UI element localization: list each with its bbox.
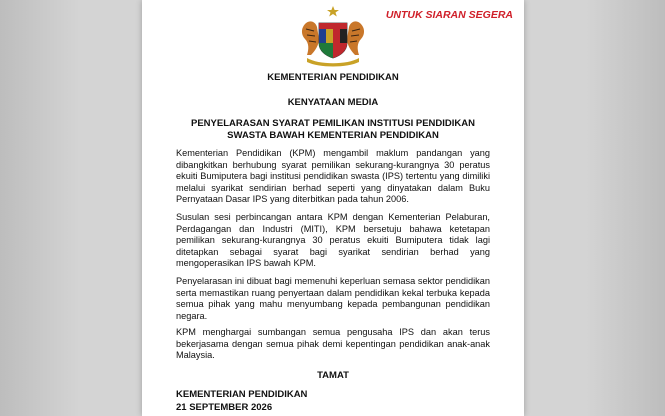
body-paragraph: Kementerian Pendidikan (KPM) mengambil maklum pandangan yang dibangkitkan berhubung syarat pemilikan sekurang-kurangnya 30 peratus ekuiti Bumiputera bagi institusi pendidikan swasta (IPS) tertentu yang dimiliki melalui syarikat sendirian berhad seperti yang dinyatakan dalam Buku Pernyataan Dasar IPS yang diterbitkan pada tahun 2006. — [176, 148, 490, 204]
headline-line: PENYELARASAN SYARAT PEMILIKAN INSTITUSI PENDIDIKAN — [191, 118, 475, 129]
body-paragraph: Susulan sesi perbincangan antara KPM dengan Kementerian Pelaburan, Perdagangan dan Industri (MITI), KPM bersetuju bahawa ketetapan pemilikan sekurang-kurangnya 30 peratus ekuiti Bumiputera tidak lagi ditetapkan sebagai syarat bagi syarikat sendirian berhad yang mengoperasikan IPS bawah KPM. — [176, 212, 490, 268]
body-paragraph: Penyelarasan ini dibuat bagi memenuhi keperluan semasa sektor pendidikan serta memastikan ruang penyertaan dalam pendidikan kekal terbuka kepada semua pihak yang mahu menyumbang kepada pembangunan pendidikan negara. — [176, 276, 490, 321]
release-tag: UNTUK SIARAN SEGERA — [385, 9, 513, 21]
signature-organisation: KEMENTERIAN PENDIDIKAN — [176, 389, 308, 400]
release-date: 21 SEPTEMBER 2026 — [176, 402, 273, 413]
ministry-heading: KEMENTERIAN PENDIDIKAN — [267, 72, 399, 83]
headline-line: SWASTA BAWAH KEMENTERIAN PENDIDIKAN — [227, 129, 439, 141]
document-type: KENYATAAN MEDIA — [287, 97, 379, 108]
press-release-document — [142, 0, 524, 416]
headline — [142, 118, 524, 141]
malaysia-coat-of-arms-icon — [297, 5, 369, 67]
body-paragraph: KPM menghargai sumbangan semua pengusaha IPS dan akan terus bekerjasama dengan semua pihak demi kepentingan pendidikan anak-anak Malaysia. — [176, 327, 490, 360]
end-mark: TAMAT — [317, 370, 349, 381]
